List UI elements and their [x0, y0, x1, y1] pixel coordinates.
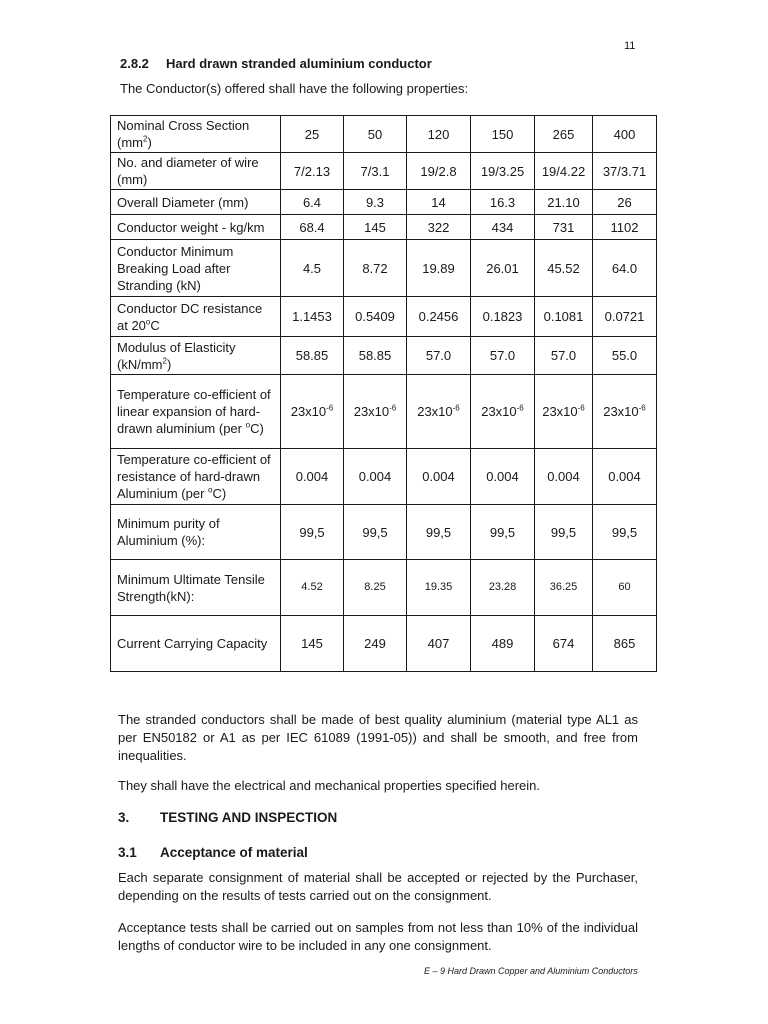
table-cell: 55.0	[593, 337, 657, 375]
table-cell: $23x10^{-6}$	[535, 375, 593, 449]
table-row	[111, 297, 657, 337]
table-cell: 0.004	[471, 449, 535, 505]
table-cell: 674	[535, 616, 593, 672]
table-row	[111, 616, 657, 672]
table-cell: 0.1081	[535, 297, 593, 337]
table-cell: 1.1453	[281, 297, 344, 337]
table-cell: $23x10^{-6}$	[281, 375, 344, 449]
table-cell: 1102	[593, 215, 657, 240]
row-label: Minimum Ultimate Tensile Strength(kN):	[111, 560, 281, 616]
table-cell: 8.25	[344, 560, 407, 616]
table-cell: 58.85	[281, 337, 344, 375]
page-number: 11	[624, 40, 636, 52]
table-cell: 19.89	[407, 240, 471, 297]
table-row	[111, 116, 657, 153]
table-cell: 36.25	[535, 560, 593, 616]
section-title: Hard drawn stranded aluminium conductor	[166, 56, 432, 71]
table-row	[111, 240, 657, 297]
table-cell: 37/3.71	[593, 153, 657, 190]
table-cell: 7/3.1	[344, 153, 407, 190]
row-label: Temperature co-efficient of linear expansion of hard-drawn aluminium (per $^o$C)	[111, 375, 281, 449]
table-cell: 16.3	[471, 190, 535, 215]
properties-table	[110, 115, 657, 672]
page-footer: E – 9 Hard Drawn Copper and Aluminium Conductors	[424, 966, 638, 976]
table-row	[111, 153, 657, 190]
table-cell: 0.1823	[471, 297, 535, 337]
table-cell: 9.3	[344, 190, 407, 215]
table-cell: 400	[593, 116, 657, 153]
table-cell: 731	[535, 215, 593, 240]
table-cell: 434	[471, 215, 535, 240]
table-cell: 8.72	[344, 240, 407, 297]
table-cell: 57.0	[407, 337, 471, 375]
table-row	[111, 560, 657, 616]
table-cell: 19.35	[407, 560, 471, 616]
heading-acceptance	[118, 845, 308, 860]
table-cell: 489	[471, 616, 535, 672]
table-cell: 25	[281, 116, 344, 153]
row-label: No. and diameter of wire (mm)	[111, 153, 281, 190]
row-label: Current Carrying Capacity	[111, 616, 281, 672]
table-cell: 407	[407, 616, 471, 672]
properties-table-body	[111, 116, 657, 672]
table-cell: 60	[593, 560, 657, 616]
row-label: Conductor DC resistance at 20$^o$C	[111, 297, 281, 337]
table-cell: 14	[407, 190, 471, 215]
row-label: Modulus of Elasticity $(kN/mm^2)$	[111, 337, 281, 375]
table-row	[111, 337, 657, 375]
paragraph-consignment: Each separate consignment of material shall be accepted or rejected by the Purchaser, depending on the results of tests carried out on the consignment.	[118, 870, 638, 903]
table-cell: 26.01	[471, 240, 535, 297]
table-cell: 0.0721	[593, 297, 657, 337]
table-cell: 0.004	[593, 449, 657, 505]
table-cell: 19/2.8	[407, 153, 471, 190]
table-cell: 58.85	[344, 337, 407, 375]
row-label: Temperature co-efficient of resistance of hard-drawn Aluminium (per $^o$C)	[111, 449, 281, 505]
heading-acceptance-number: 3.1	[118, 845, 137, 860]
table-cell: $23x10^{-6}$	[471, 375, 535, 449]
table-cell: 150	[471, 116, 535, 153]
heading-testing-number: 3.	[118, 810, 130, 825]
table-cell: 45.52	[535, 240, 593, 297]
table-cell: 64.0	[593, 240, 657, 297]
table-row	[111, 215, 657, 240]
table-cell: 19/3.25	[471, 153, 535, 190]
section-number: 2.8.2	[120, 56, 149, 71]
paragraph-properties: They shall have the electrical and mechanical properties specified herein.	[118, 778, 541, 793]
paragraph-acceptance-tests: Acceptance tests shall be carried out on samples from not less than 10% of the individual lengths of conductor wire to be included in any one consignment.	[118, 920, 638, 953]
row-label: Overall Diameter (mm)	[111, 190, 281, 215]
table-cell: 99,5	[535, 505, 593, 560]
table-row	[111, 505, 657, 560]
table-cell: 322	[407, 215, 471, 240]
table-cell: 26	[593, 190, 657, 215]
heading-acceptance-title: Acceptance of material	[160, 845, 308, 860]
table-row	[111, 190, 657, 215]
row-label: Minimum purity of Aluminium (%):	[111, 505, 281, 560]
table-row	[111, 449, 657, 505]
heading-testing	[118, 810, 337, 825]
table-cell: 57.0	[471, 337, 535, 375]
table-cell: 0.2456	[407, 297, 471, 337]
table-cell: 50	[344, 116, 407, 153]
heading-testing-title: TESTING AND INSPECTION	[160, 810, 338, 825]
table-cell: $23x10^{-6}$	[593, 375, 657, 449]
table-cell: 19/4.22	[535, 153, 593, 190]
table-cell: 99,5	[344, 505, 407, 560]
table-cell: 57.0	[535, 337, 593, 375]
table-cell: 23.28	[471, 560, 535, 616]
table-cell: 865	[593, 616, 657, 672]
table-cell: 4.5	[281, 240, 344, 297]
row-label: Nominal Cross Section $(mm^2)$	[111, 116, 281, 153]
row-label: Conductor Minimum Breaking Load after Stranding (kN)	[111, 240, 281, 297]
table-cell: $23x10^{-6}$	[407, 375, 471, 449]
table-cell: 0.004	[407, 449, 471, 505]
table-cell: 145	[344, 215, 407, 240]
table-cell: 145	[281, 616, 344, 672]
table-cell: 21.10	[535, 190, 593, 215]
table-row	[111, 375, 657, 449]
table-cell: 120	[407, 116, 471, 153]
table-cell: 68.4	[281, 215, 344, 240]
table-cell: 99,5	[593, 505, 657, 560]
table-cell: 7/2.13	[281, 153, 344, 190]
table-cell: 6.4	[281, 190, 344, 215]
table-cell: 0.004	[535, 449, 593, 505]
table-cell: 0.5409	[344, 297, 407, 337]
table-cell: 0.004	[344, 449, 407, 505]
section-heading	[120, 56, 432, 71]
table-cell: 99,5	[471, 505, 535, 560]
table-cell: 99,5	[281, 505, 344, 560]
table-cell: 265	[535, 116, 593, 153]
table-cell: $23x10^{-6}$	[344, 375, 407, 449]
intro-text: The Conductor(s) offered shall have the following properties:	[120, 81, 469, 96]
row-label: Conductor weight - kg/km	[111, 215, 281, 240]
table-cell: 0.004	[281, 449, 344, 505]
table-cell: 4.52	[281, 560, 344, 616]
paragraph-material: The stranded conductors shall be made of best quality aluminium (material type AL1 as per EN50182 or A1 as per IEC 61089 (1991-05)) and shall be smooth, and free from inequalities.	[118, 712, 638, 763]
table-cell: 99,5	[407, 505, 471, 560]
table-cell: 249	[344, 616, 407, 672]
